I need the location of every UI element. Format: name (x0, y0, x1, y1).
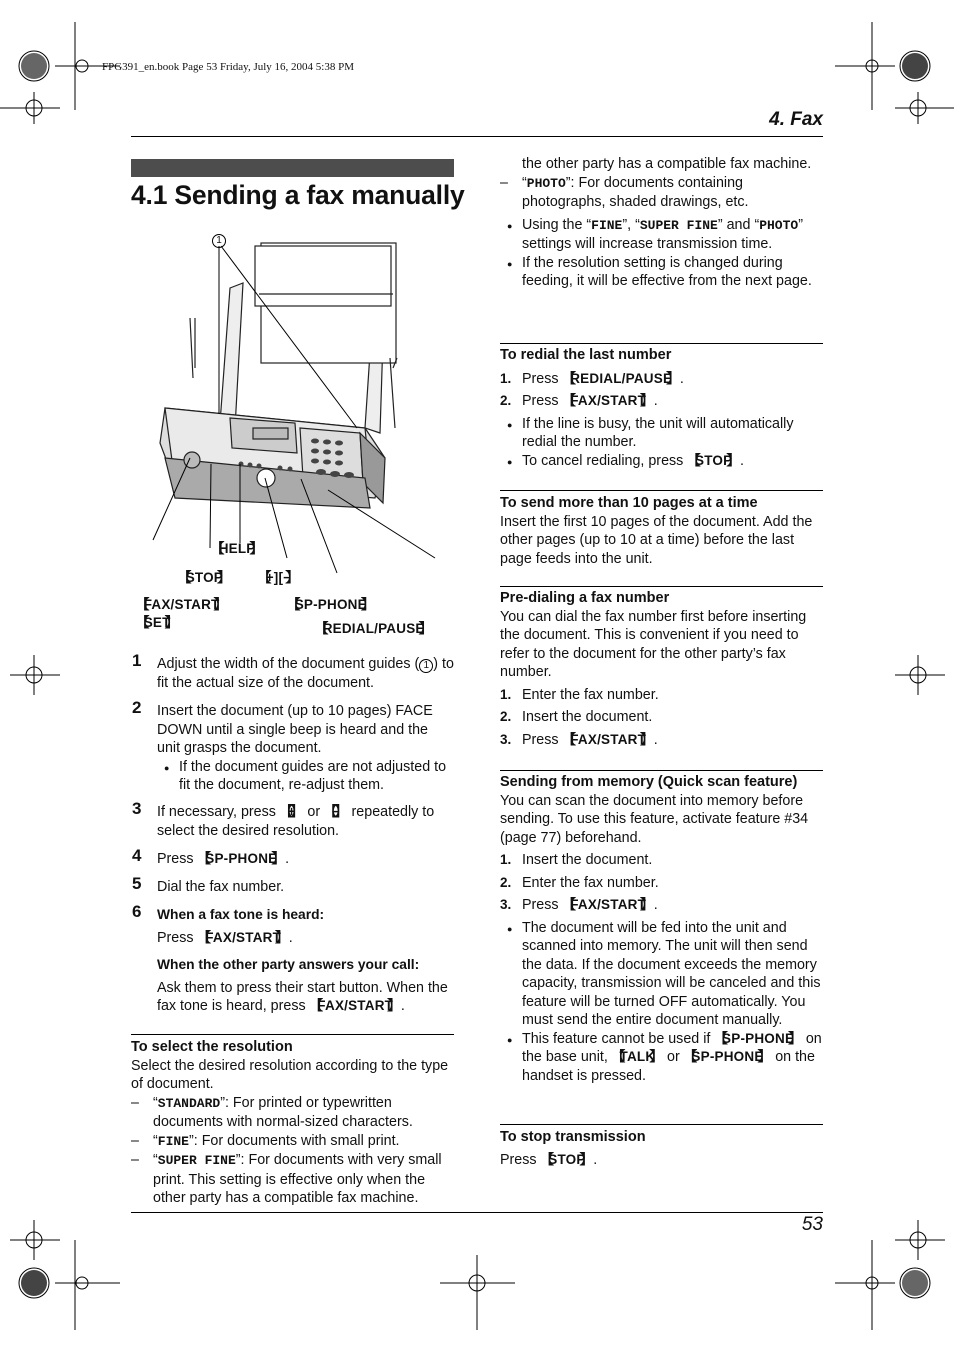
section-rule (131, 1034, 454, 1035)
page-number: 53 (801, 1214, 823, 1235)
label-sp-phone: 【 SP-PHONE 】 (287, 593, 375, 613)
fax-machine-illustration (135, 228, 455, 528)
label-plus-minus: 【 +][− 】 (258, 566, 299, 586)
step-5: 5 Dial the fax number. (132, 874, 285, 895)
redial-section: To redial the last number 1. Press 【 REDIAL/PAUSE 】 . 2. Press 【 FAX/START 】 . ● If the line is busy, the unit will automatically redial the number. ● To cancel redialing, press 【 STOP 】 . (500, 346, 823, 470)
section-rule (500, 770, 823, 771)
step-4: 4 Press 【 SP-PHONE 】 . (157, 850, 455, 869)
file-info: FPG391_en.book Page 53 Friday, July 16, 2004 5:38 PM (102, 61, 354, 73)
footer-rule (131, 1212, 823, 1213)
title-bar (131, 159, 454, 177)
stop-section: To stop transmission Press 【 STOP 】 . (500, 1128, 823, 1169)
section-rule (500, 586, 823, 587)
predial-section: Pre-dialing a fax number You can dial the fax number first before inserting the document. This is convenient if you need to refer to the document for the other party’s fax number. 1. Enter the fax number. 2. Insert the document. 3. Press 【 FAX/START 】 . (500, 589, 823, 749)
label-stop: 【 STOP 】 (178, 566, 231, 586)
label-fax-start: 【 FAX/START 】 (136, 593, 227, 613)
chapter-title: 4. Fax (769, 109, 823, 130)
resolution-continued: the other party has a compatible fax machine. – “PHOTO”: For documents containing photographs, shaded drawings, etc. ● Using the “FINE”, “SUPER FINE” and “PHOTO” settings will increase transmission time. ● If the resolution setting is changed during feeding, it will be effective from the next page. (500, 155, 823, 291)
step-3: 3 If necessary, press 【 + 】 or 【 − 】 repeatedly to select the desired resolution. (157, 803, 455, 840)
step-1: 1 Adjust the width of the document guides ( 1 ) to fit the actual size of the document. (132, 651, 454, 691)
label-redial-pause: 【 REDIAL/PAUSE 】 (315, 617, 432, 637)
label-set: 【 SET 】 (136, 611, 178, 631)
section-rule (500, 490, 823, 491)
resolution-section: To select the resolution Select the desired resolution according to the type of document. – “STANDARD”: For printed or typewritten documents with normal-sized characters. – “FINE”: For documents with small print. – “SUPER FINE”: For documents with very small print. This setting is effective only when the other party has a compatible fax machine. (131, 1038, 454, 1188)
quick-scan-section: Sending from memory (Quick scan feature) You can scan the document into memory before sending. To use this feature, activate feature #34 (page 77) beforehand. 1. Insert the document. 2. Enter the fax number. 3. Press 【 FAX/START 】 . ● The document will be fed into the unit and scanned into memory. The unit will then send the data. If the document exceeds the memory capacity, transmission will be canceled and this feature will be turned OFF automatically. You must send the entire document manually. ● This feature cannot be used if 【 SP-PHONE 】 on the base unit, 【 TALK 】 or 【 SP-PHONE 】 on the handset is pressed. (500, 773, 823, 1085)
callout-1: 1 (212, 230, 226, 248)
page-title: 4.1 Sending a fax manually (131, 180, 465, 210)
header-rule (131, 136, 823, 137)
more-10-pages-section: To send more than 10 pages at a time Insert the first 10 pages of the document. Add the other pages (up to 10 at a time) before the last page feeds into the unit. (500, 495, 813, 567)
label-help: 【 HELP 】 (211, 537, 263, 557)
step-6: 6 When a fax tone is heard: Press 【 FAX/START 】 . When the other party answers your call: Ask them to press their start button. When the fax tone is heard, press 【 FAX/START 】 . (157, 906, 455, 1016)
step-2: 2 Insert the document (up to 10 pages) FACE DOWN until a single beep is heard and the unit grasps the document. ● If the document guides are not adjusted to fit the document, re-adjust them. (157, 702, 455, 795)
section-rule (500, 1124, 823, 1125)
section-rule (500, 343, 823, 344)
